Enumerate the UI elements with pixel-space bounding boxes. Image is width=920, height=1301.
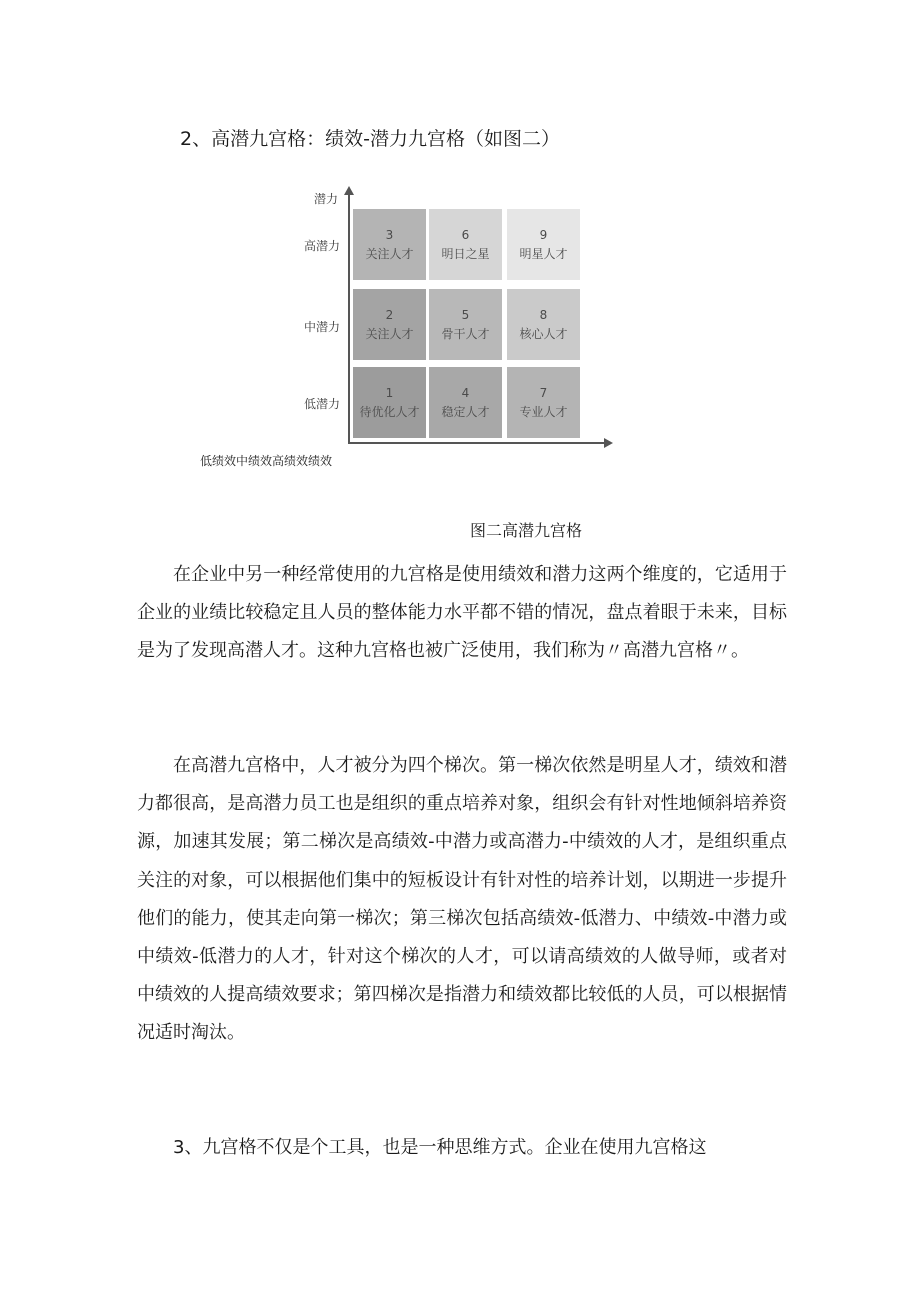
row-label-mid: 中潜力 [304, 320, 341, 334]
cell-number: 6 [461, 227, 470, 242]
grid-cell [429, 289, 502, 360]
grid-cell [353, 209, 426, 280]
section-heading: 2、高潜九宫格：绩效-潜力九宫格（如图二） [180, 128, 560, 150]
paragraph-text: 在高潜九宫格中，人才被分为四个梯次。第一梯次依然是明星人才，绩效和潜力都很高，是高潜力员工也是组织的重点培养对象，组织会有针对性地倾斜培养资源，加速其发展；第二梯次是高绩效-中潜力或高潜力-中绩效的人才，是组织重点关注的对象，可以根据他们集中的短板设计有针对性的培养计划，以期进一步提升他们的能力，使其走向第一梯次；第三梯次包括高绩效-低潜力、中绩效-中潜力或中绩效-低潜力的人才，针对这个梯次的人才，可以请高绩效的人做导师，或者对中绩效的人提高绩效要求；第四梯次是指潜力和绩效都比较低的人员，可以根据情况适时淘汰。 [137, 755, 787, 1044]
cell-label: 待优化人才 [359, 404, 420, 419]
paragraph [137, 747, 787, 1053]
cell-number: 8 [539, 307, 548, 322]
grid-cell [429, 367, 502, 438]
cell-label: 稳定人才 [441, 404, 490, 419]
paragraph [137, 1129, 787, 1167]
x-axis-line [348, 442, 606, 444]
cell-number: 2 [385, 307, 394, 322]
cell-label: 专业人才 [519, 404, 568, 419]
cell-number: 5 [461, 307, 470, 322]
grid-cell [507, 367, 580, 438]
nine-box-figure [196, 182, 626, 472]
paragraph [137, 556, 787, 671]
cell-number: 4 [461, 385, 470, 400]
x-axis-arrow [604, 438, 613, 448]
paragraph-text: 3、九宫格不仅是个工具，也是一种思维方式。企业在使用九宫格这 [173, 1137, 707, 1158]
grid-cell [429, 209, 502, 280]
grid-cell [353, 367, 426, 438]
cell-label: 关注人才 [365, 326, 414, 341]
y-axis-title: 潜力 [314, 192, 339, 206]
figure-caption: 图二高潜九宫格 [470, 521, 583, 540]
paragraph-text: 在企业中另一种经常使用的九宫格是使用绩效和潜力这两个维度的，它适用于企业的业绩比较稳定且人员的整体能力水平都不错的情况，盘点着眼于未来，目标是为了发现高潜人才。这种九宫格也被广泛使用，我们称为〃高潜九宫格〃。 [137, 564, 787, 662]
cell-number: 3 [385, 227, 394, 242]
row-label-low: 低潜力 [304, 397, 341, 411]
cell-number: 9 [539, 227, 548, 242]
cell-label: 骨干人才 [441, 326, 490, 341]
grid-cell [507, 289, 580, 360]
cell-label: 核心人才 [519, 326, 568, 341]
cell-number: 1 [385, 385, 394, 400]
y-axis-line [348, 194, 350, 444]
cell-label: 关注人才 [365, 246, 414, 261]
grid-cell [353, 289, 426, 360]
cell-label: 明星人才 [519, 246, 568, 261]
grid-cell [507, 209, 580, 280]
row-label-high: 高潜力 [304, 239, 341, 253]
x-axis-labels: 低绩效中绩效高绩效绩效 [200, 454, 333, 468]
cell-label: 明日之星 [441, 246, 490, 261]
cell-number: 7 [539, 385, 548, 400]
